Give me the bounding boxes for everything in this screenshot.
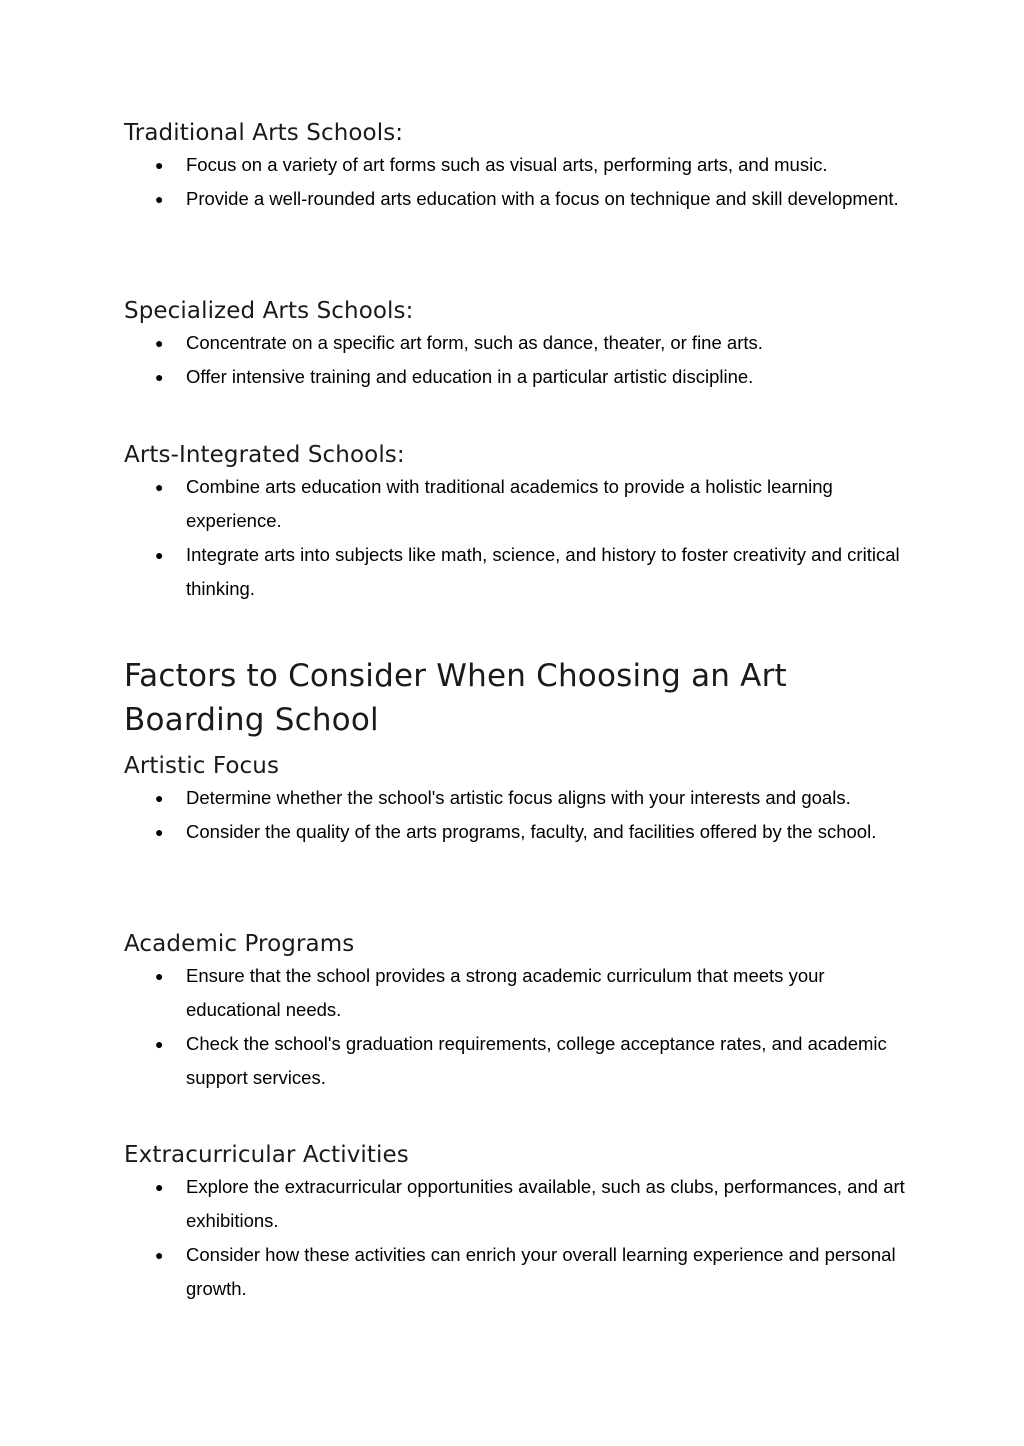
list-item-text: Ensure that the school provides a strong academic curriculum that meets your educational needs. — [186, 965, 825, 1020]
list-item — [124, 538, 914, 606]
section-arts-integrated — [124, 440, 914, 606]
bullet-list — [124, 1170, 914, 1306]
section-heading: Extracurricular Activities — [124, 1142, 409, 1168]
section-specialized-arts — [124, 296, 763, 394]
bullet-icon: ● — [155, 1036, 164, 1052]
bullet-list — [124, 470, 914, 606]
list-item-text: Focus on a variety of art forms such as visual arts, performing arts, and music. — [186, 154, 828, 175]
bullet-icon: ● — [155, 335, 164, 351]
list-item-text: Provide a well-rounded arts education with a focus on technique and skill development. — [186, 188, 899, 209]
list-item-text: Consider how these activities can enrich your overall learning experience and personal growth. — [186, 1244, 896, 1299]
list-item — [124, 360, 763, 394]
bullet-icon: ● — [155, 790, 164, 806]
list-item-text: Combine arts education with traditional academics to provide a holistic learning experience. — [186, 476, 833, 531]
list-item-text: Determine whether the school's artistic focus aligns with your interests and goals. — [186, 787, 851, 808]
list-item — [124, 326, 763, 360]
section-heading: Traditional Arts Schools: — [124, 120, 404, 146]
section-extracurricular-activities — [124, 1140, 914, 1306]
list-item — [124, 781, 876, 815]
main-heading: Factors to Consider When Choosing an Art Boarding School — [124, 658, 787, 738]
list-item — [124, 815, 876, 849]
section-heading: Artistic Focus — [124, 753, 280, 779]
section-academic-programs — [124, 929, 914, 1095]
bullet-icon: ● — [155, 191, 164, 207]
bullet-icon: ● — [155, 968, 164, 984]
bullet-list — [124, 148, 899, 216]
bullet-list — [124, 781, 876, 849]
list-item — [124, 148, 899, 182]
bullet-list — [124, 959, 914, 1095]
list-item-text: Offer intensive training and education in a particular artistic discipline. — [186, 366, 754, 387]
list-item-text: Explore the extracurricular opportunities available, such as clubs, performances, and art exhibitions. — [186, 1176, 905, 1231]
list-item — [124, 182, 899, 216]
section-traditional-arts — [124, 118, 899, 216]
bullet-list — [124, 326, 763, 394]
bullet-icon: ● — [155, 1247, 164, 1263]
bullet-icon: ● — [155, 479, 164, 495]
bullet-icon: ● — [155, 157, 164, 173]
list-item — [124, 1027, 914, 1095]
section-heading: Arts-Integrated Schools: — [124, 442, 405, 468]
list-item-text: Consider the quality of the arts programs, faculty, and facilities offered by the school. — [186, 821, 877, 842]
bullet-icon: ● — [155, 369, 164, 385]
section-artistic-focus — [124, 751, 876, 849]
list-item — [124, 1238, 914, 1306]
list-item — [124, 470, 914, 538]
list-item-text: Concentrate on a specific art form, such as dance, theater, or fine arts. — [186, 332, 763, 353]
list-item-text: Check the school's graduation requirements, college acceptance rates, and academic support services. — [186, 1033, 887, 1088]
list-item — [124, 959, 914, 1027]
bullet-icon: ● — [155, 1179, 164, 1195]
section-heading: Academic Programs — [124, 931, 355, 957]
bullet-icon: ● — [155, 547, 164, 563]
bullet-icon: ● — [155, 824, 164, 840]
list-item — [124, 1170, 914, 1238]
section-heading: Specialized Arts Schools: — [124, 298, 414, 324]
list-item-text: Integrate arts into subjects like math, science, and history to foster creativity and critical thinking. — [186, 544, 900, 599]
